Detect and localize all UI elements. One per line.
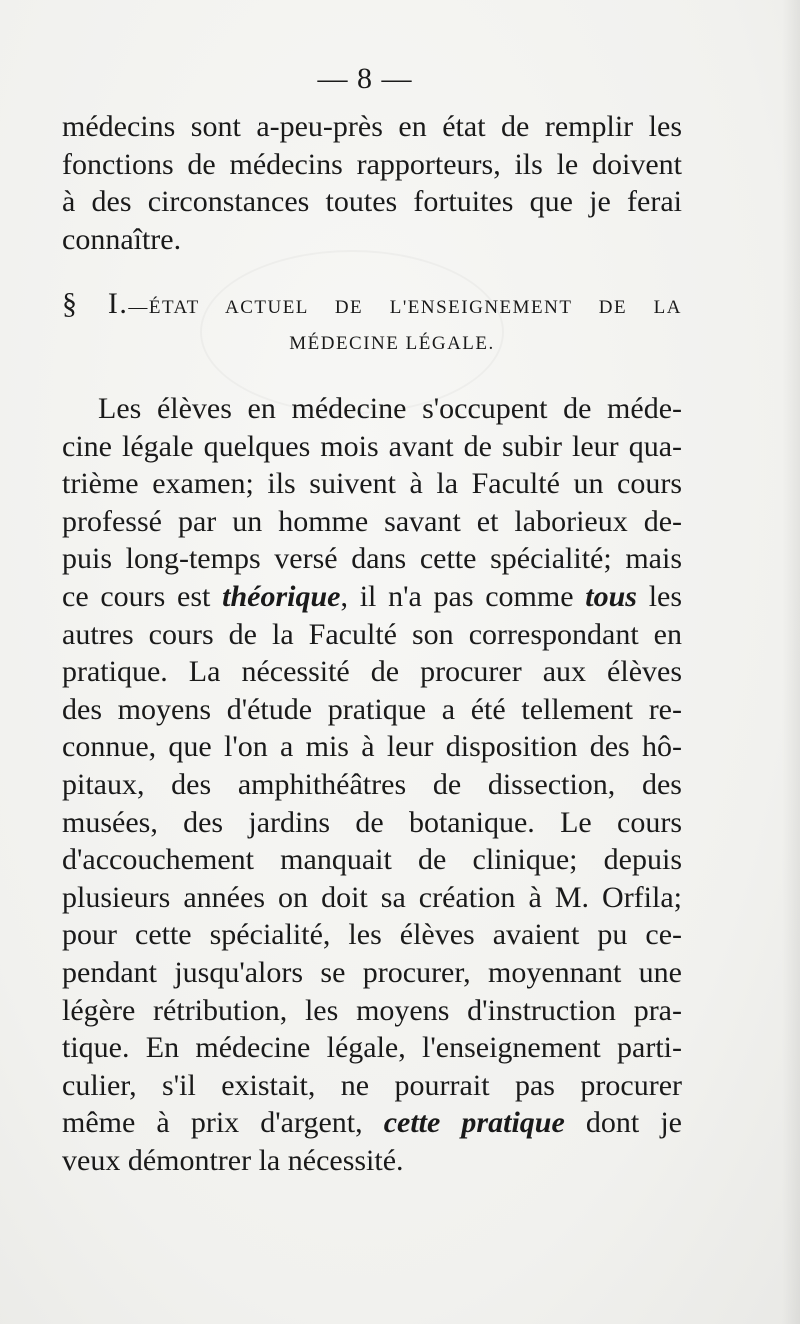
intro-paragraph: [62, 108, 682, 258]
text-line: d'accouchement manquait de clinique; depuis: [62, 843, 682, 877]
text-line: pratique. La nécessité de procurer aux élèves: [62, 655, 682, 689]
page-number: — 8 —: [317, 62, 413, 95]
emphasis-cette-pratique: cette pratique: [383, 1106, 565, 1140]
text-run: , il n'a pas comme: [340, 579, 586, 613]
section-symbol: § I.: [62, 287, 129, 320]
text-line: à des circonstances toutes fortuites que je ferai: [62, 185, 682, 219]
section-heading: [62, 286, 682, 362]
body-paragraph: [62, 390, 682, 1179]
text-line: médecins sont a-peu-près en état de remplir les: [62, 110, 682, 143]
text-run: ce cours est: [62, 579, 223, 613]
emphasis-theorique: théorique: [222, 579, 341, 613]
text-line: autres cours de la Faculté son correspondant en: [62, 617, 682, 651]
text-line: connaître.: [62, 222, 182, 256]
page-edge-shadow: [782, 0, 800, 1324]
text-line: plusieurs années on doit sa création à M. Orfila;: [62, 880, 682, 914]
text-line: cine légale quelques mois avant de subir leur qua-: [62, 429, 682, 463]
section-title-part-1: —ÉTAT ACTUEL DE L'ENSEIGNEMENT DE LA: [128, 297, 682, 318]
section-heading-line-1: [62, 286, 682, 326]
text-line: pour cette spécialité, les élèves avaient pu ce-: [62, 918, 682, 952]
text-line: veux démontrer la nécessité.: [62, 1143, 404, 1177]
text-line: [62, 1104, 682, 1142]
text-line: Les élèves en médecine s'occupent de méde-: [98, 392, 682, 425]
text-line: des moyens d'étude pratique a été tellement re-: [62, 692, 682, 726]
emphasis-tous: tous: [585, 579, 637, 613]
section-title-part-2: MÉDECINE LÉGALE.: [289, 333, 495, 354]
text-line: fonctions de médecins rapporteurs, ils le doivent: [62, 147, 682, 181]
text-line: professé par un homme savant et laborieux de-: [62, 504, 682, 538]
text-line: [62, 578, 682, 616]
text-run: dont je: [564, 1106, 682, 1140]
text-line: pendant jusqu'alors se procurer, moyennant une: [62, 955, 682, 989]
text-line: puis long-temps versé dans cette spécialité; mais: [62, 542, 682, 576]
text-line: légère rétribution, les moyens d'instruction pra-: [62, 993, 682, 1027]
text-line: connue, que l'on a mis à leur disposition des hô-: [62, 730, 682, 764]
text-run: les: [636, 579, 683, 613]
text-line: trième examen; ils suivent à la Faculté un cours: [62, 467, 682, 501]
text-line: culier, s'il existait, ne pourrait pas procurer: [62, 1068, 682, 1102]
text-line: musées, des jardins de botanique. Le cours: [62, 805, 682, 839]
text-line: pitaux, des amphithéâtres de dissection, des: [62, 767, 682, 801]
text-run: même à prix d'argent,: [62, 1106, 384, 1140]
text-line: tique. En médecine légale, l'enseignement parti-: [62, 1031, 682, 1065]
